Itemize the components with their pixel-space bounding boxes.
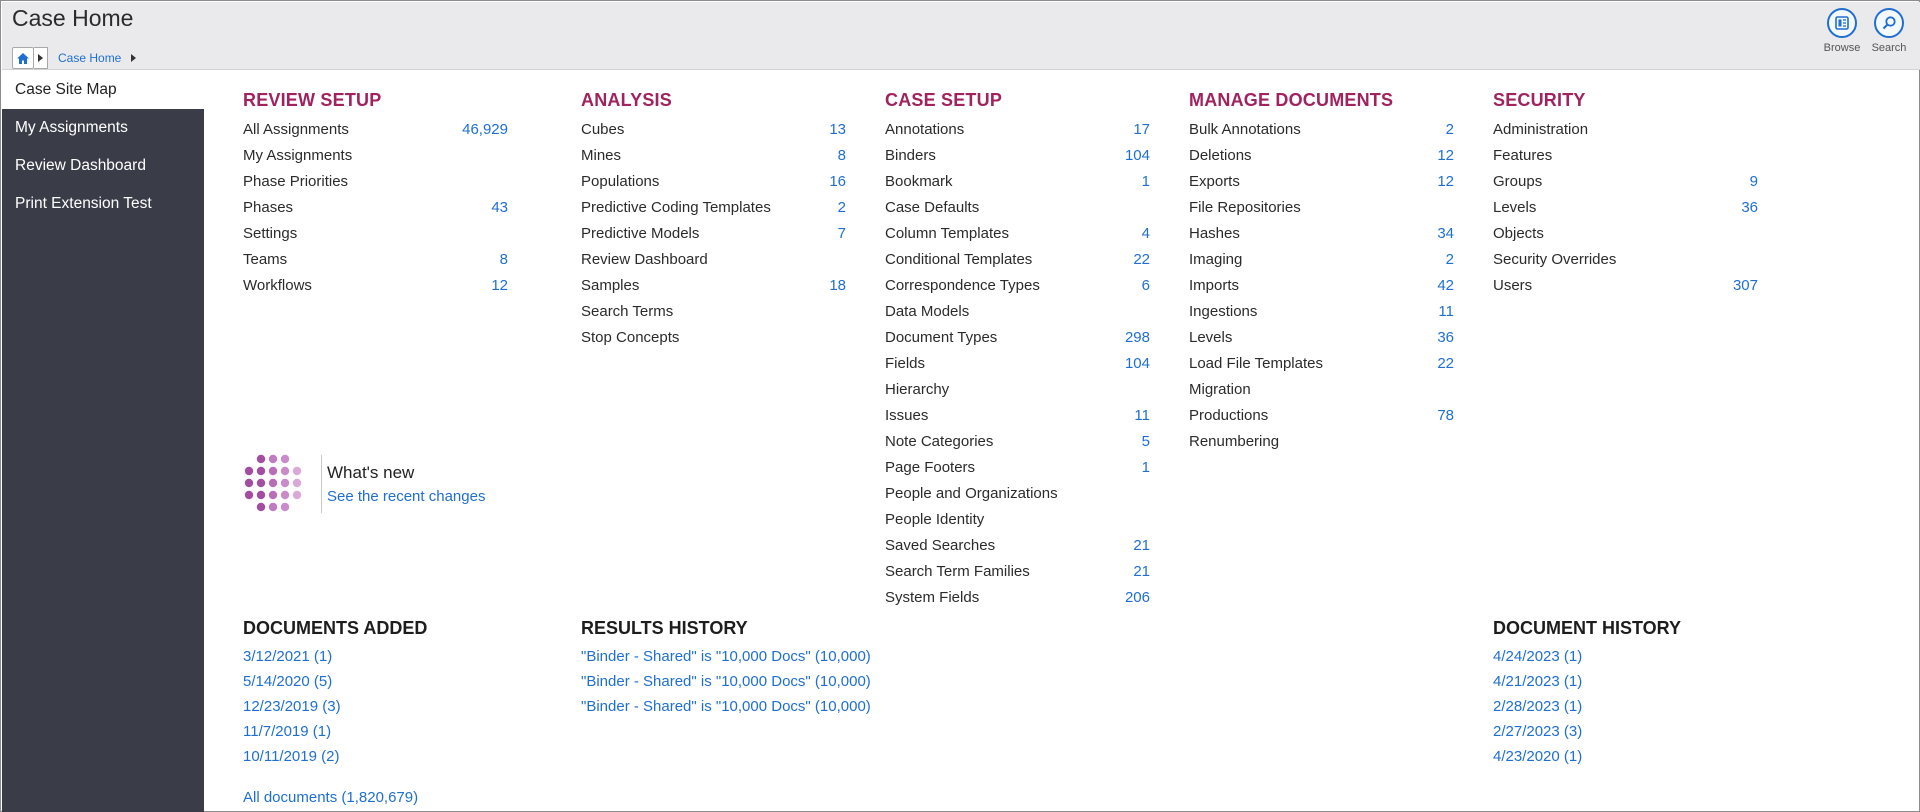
list-item-label[interactable]: Administration xyxy=(1493,120,1589,138)
list-item[interactable] xyxy=(1493,246,1758,272)
list-item-label[interactable]: Data Models xyxy=(885,302,970,320)
document-history-link[interactable]: 2/27/2023 (3) xyxy=(1493,723,1583,740)
list-item-label[interactable]: System Fields xyxy=(885,588,980,606)
list-item-label[interactable]: Page Footers xyxy=(885,458,976,476)
list-item[interactable] xyxy=(581,168,846,194)
breadcrumb-case-home-link[interactable]: Case Home xyxy=(58,51,122,65)
list-item[interactable] xyxy=(243,272,508,298)
list-item[interactable] xyxy=(885,272,1150,298)
list-item-label[interactable]: Saved Searches xyxy=(885,536,996,554)
list-item-label[interactable]: Predictive Coding Templates xyxy=(581,198,771,216)
home-icon[interactable] xyxy=(12,47,34,69)
list-item-label[interactable]: My Assignments xyxy=(243,146,353,164)
breadcrumb-chevron-right-icon[interactable] xyxy=(131,54,136,62)
list-item[interactable] xyxy=(1493,194,1758,220)
list-item-label[interactable]: Annotations xyxy=(885,120,965,138)
list-item-count: 307 xyxy=(1732,276,1758,294)
list-item-label[interactable]: Users xyxy=(1493,276,1533,294)
list-item-label[interactable]: Stop Concepts xyxy=(581,328,680,346)
list-item[interactable] xyxy=(885,298,1150,324)
document-history-link[interactable]: 4/24/2023 (1) xyxy=(1493,648,1583,665)
list-item[interactable] xyxy=(1493,116,1758,142)
list-item[interactable] xyxy=(885,428,1150,454)
list-item-count: 22 xyxy=(1133,250,1150,268)
list-item[interactable] xyxy=(885,532,1150,558)
review-setup-section xyxy=(243,90,508,298)
list-item[interactable] xyxy=(885,246,1150,272)
list-item-label[interactable]: Levels xyxy=(1493,198,1537,216)
results-history-link[interactable]: "Binder - Shared" is "10,000 Docs" (10,000) xyxy=(581,698,871,715)
list-item-label[interactable]: Migration xyxy=(1189,380,1251,398)
list-item-label[interactable]: Column Templates xyxy=(885,224,1009,242)
list-item[interactable] xyxy=(1189,350,1454,376)
list-item-label[interactable]: Bookmark xyxy=(885,172,953,190)
list-item-count: 7 xyxy=(837,224,846,242)
whats-new-logo-icon xyxy=(243,451,315,523)
list-item-count: 2 xyxy=(1445,120,1454,138)
breadcrumb-chevron-icon[interactable] xyxy=(34,47,48,69)
search-button[interactable] xyxy=(1864,8,1914,54)
list-item-label[interactable]: Features xyxy=(1493,146,1553,164)
list-item-count: 298 xyxy=(1124,328,1150,346)
list-item[interactable] xyxy=(885,402,1150,428)
list-item-label[interactable]: People and Organizations xyxy=(885,484,1058,502)
list-item-count: 21 xyxy=(1133,536,1150,554)
document-history-section xyxy=(1493,618,1793,769)
list-item[interactable] xyxy=(1189,168,1454,194)
list-item[interactable] xyxy=(885,220,1150,246)
list-item-count: 21 xyxy=(1133,562,1150,580)
section-title: CASE SETUP xyxy=(885,90,1003,110)
list-item-count: 18 xyxy=(829,276,846,294)
sidebar-item-review-dashboard[interactable]: Review Dashboard xyxy=(15,157,146,174)
list-item[interactable] xyxy=(885,584,1150,610)
list-item[interactable] xyxy=(1189,116,1454,142)
list-item-label[interactable]: Workflows xyxy=(243,276,312,294)
list-item-count: 2 xyxy=(837,198,846,216)
list-item-count: 17 xyxy=(1133,120,1150,138)
list-item-label[interactable]: Case Defaults xyxy=(885,198,980,216)
list-item-label[interactable]: Phase Priorities xyxy=(243,172,349,190)
list-item-label[interactable]: Imaging xyxy=(1189,250,1243,268)
list-item-count: 104 xyxy=(1124,146,1150,164)
list-item-label[interactable]: Bulk Annotations xyxy=(1189,120,1301,138)
list-item-count: 5 xyxy=(1141,432,1150,450)
list-item-count: 206 xyxy=(1124,588,1150,606)
list-item-count: 16 xyxy=(829,172,846,190)
list-item-label[interactable]: Samples xyxy=(581,276,640,294)
list-item-count: 2 xyxy=(1445,250,1454,268)
list-item-label[interactable]: Imports xyxy=(1189,276,1240,294)
list-item-label[interactable]: Hierarchy xyxy=(885,380,950,398)
documents-added-link[interactable]: 11/7/2019 (1) xyxy=(243,723,332,740)
list-item-label[interactable]: Fields xyxy=(885,354,926,372)
divider xyxy=(321,455,322,513)
sidebar-item-print-extension-test[interactable]: Print Extension Test xyxy=(15,195,152,212)
results-history-link[interactable]: "Binder - Shared" is "10,000 Docs" (10,000) xyxy=(581,648,871,665)
list-item-label[interactable]: File Repositories xyxy=(1189,198,1301,216)
list-item-count: 13 xyxy=(829,120,846,138)
list-item-label[interactable]: Deletions xyxy=(1189,146,1252,164)
list-item-label[interactable]: Binders xyxy=(885,146,936,164)
list-item[interactable] xyxy=(581,324,846,350)
list-item[interactable] xyxy=(1189,402,1454,428)
list-item-label[interactable]: Exports xyxy=(1189,172,1240,190)
list-item-label[interactable]: Settings xyxy=(243,224,298,242)
documents-added-section xyxy=(243,618,543,810)
list-item-count: 11 xyxy=(1134,406,1150,424)
whats-new-panel xyxy=(243,451,485,523)
section-title: REVIEW SETUP xyxy=(243,90,382,110)
list-item[interactable] xyxy=(243,220,508,246)
list-item[interactable] xyxy=(885,324,1150,350)
top-header xyxy=(2,2,1920,70)
list-item[interactable] xyxy=(1189,220,1454,246)
section-title: DOCUMENTS ADDED xyxy=(243,618,428,638)
list-item-label[interactable]: Security Overrides xyxy=(1493,250,1617,268)
section-title: DOCUMENT HISTORY xyxy=(1493,618,1682,638)
list-item-count: 12 xyxy=(1437,172,1454,190)
list-item-count: 12 xyxy=(491,276,508,294)
list-item-count: 9 xyxy=(1749,172,1758,190)
documents-added-link[interactable]: 10/11/2019 (2) xyxy=(243,748,340,765)
list-item-count: 104 xyxy=(1124,354,1150,372)
list-item[interactable] xyxy=(581,142,846,168)
section-title: RESULTS HISTORY xyxy=(581,618,748,638)
list-item[interactable] xyxy=(243,194,508,220)
list-item-count: 1 xyxy=(1141,458,1150,476)
list-item-count: 78 xyxy=(1437,406,1454,424)
list-item-label[interactable]: Productions xyxy=(1189,406,1269,424)
list-item[interactable] xyxy=(885,142,1150,168)
browse-button[interactable] xyxy=(1817,8,1867,54)
list-item[interactable] xyxy=(885,116,1150,142)
section-title: SECURITY xyxy=(1493,90,1586,110)
list-item-count: 36 xyxy=(1741,198,1758,216)
list-item-label[interactable]: Document Types xyxy=(885,328,998,346)
list-item[interactable] xyxy=(885,168,1150,194)
list-item[interactable] xyxy=(1493,272,1758,298)
list-item[interactable] xyxy=(1189,272,1454,298)
section-title: ANALYSIS xyxy=(581,90,672,110)
list-item[interactable] xyxy=(1189,298,1454,324)
list-item-label[interactable]: Phases xyxy=(243,198,294,216)
list-item-label[interactable]: Ingestions xyxy=(1189,302,1258,320)
documents-added-link[interactable]: 12/23/2019 (3) xyxy=(243,698,341,715)
list-item[interactable] xyxy=(1493,220,1758,246)
list-item[interactable] xyxy=(885,376,1150,402)
list-item[interactable] xyxy=(885,506,1150,532)
documents-added-link[interactable]: 3/12/2021 (1) xyxy=(243,648,333,665)
list-item-label[interactable]: Search Term Families xyxy=(885,562,1030,580)
list-item-label[interactable]: Teams xyxy=(243,250,288,268)
document-history-link[interactable]: 4/21/2023 (1) xyxy=(1493,673,1583,690)
documents-added-link[interactable]: 5/14/2020 (5) xyxy=(243,673,333,690)
case-setup-section xyxy=(885,90,1150,610)
list-item-label[interactable]: All Assignments xyxy=(243,120,349,138)
security-section xyxy=(1493,90,1758,298)
document-history-link[interactable]: 4/23/2020 (1) xyxy=(1493,748,1583,765)
list-item[interactable] xyxy=(1189,376,1454,402)
list-item-count: 43 xyxy=(491,198,508,216)
browse-icon xyxy=(1827,8,1857,38)
list-item-label[interactable]: Issues xyxy=(885,406,929,424)
search-label: Search xyxy=(1871,42,1907,54)
list-item[interactable] xyxy=(581,194,846,220)
list-item[interactable] xyxy=(581,298,846,324)
list-item[interactable] xyxy=(1189,246,1454,272)
list-item-label[interactable]: Objects xyxy=(1493,224,1544,242)
whats-new-title: What's new xyxy=(327,463,415,482)
list-item-label[interactable]: Note Categories xyxy=(885,432,994,450)
list-item[interactable] xyxy=(1493,168,1758,194)
list-item[interactable] xyxy=(243,116,508,142)
browse-label: Browse xyxy=(1823,42,1861,54)
list-item[interactable] xyxy=(243,142,508,168)
list-item-label[interactable]: Groups xyxy=(1493,172,1543,190)
list-item[interactable] xyxy=(581,246,846,272)
list-item-label[interactable]: Hashes xyxy=(1189,224,1240,242)
list-item-label[interactable]: Correspondence Types xyxy=(885,276,1040,294)
list-item-label[interactable]: Conditional Templates xyxy=(885,250,1033,268)
list-item-count: 11 xyxy=(1438,302,1454,320)
list-item-count: 8 xyxy=(499,250,508,268)
sidebar-item-my-assignments[interactable]: My Assignments xyxy=(15,119,128,136)
sidebar-item-case-site-map[interactable]: Case Site Map xyxy=(2,71,204,109)
list-item[interactable] xyxy=(1189,428,1454,454)
list-item-count: 6 xyxy=(1141,276,1150,294)
list-item-label[interactable]: Review Dashboard xyxy=(581,250,708,268)
results-history-link[interactable]: "Binder - Shared" is "10,000 Docs" (10,000) xyxy=(581,673,871,690)
results-history-section xyxy=(581,618,981,719)
list-item[interactable] xyxy=(243,168,508,194)
all-documents-link[interactable]: All documents (1,820,679) xyxy=(243,789,419,806)
list-item-label[interactable]: Search Terms xyxy=(581,302,674,320)
list-item[interactable] xyxy=(243,246,508,272)
list-item[interactable] xyxy=(885,558,1150,584)
list-item-label[interactable]: Load File Templates xyxy=(1189,354,1323,372)
list-item-label[interactable]: Mines xyxy=(581,146,622,164)
document-history-link[interactable]: 2/28/2023 (1) xyxy=(1493,698,1583,715)
page-title: Case Home xyxy=(12,5,134,31)
list-item-count: 34 xyxy=(1437,224,1454,242)
list-item[interactable] xyxy=(885,454,1150,480)
list-item-count: 8 xyxy=(837,146,846,164)
list-item[interactable] xyxy=(885,194,1150,220)
list-item-label[interactable]: Populations xyxy=(581,172,660,190)
list-item-count: 36 xyxy=(1437,328,1454,346)
list-item-label[interactable]: Levels xyxy=(1189,328,1233,346)
sidebar xyxy=(2,71,204,812)
list-item[interactable] xyxy=(581,220,846,246)
search-icon xyxy=(1874,8,1904,38)
list-item-count: 4 xyxy=(1141,224,1150,242)
list-item-label[interactable]: Predictive Models xyxy=(581,224,700,242)
list-item[interactable] xyxy=(1493,142,1758,168)
list-item[interactable] xyxy=(885,480,1150,506)
analysis-section xyxy=(581,90,846,350)
breadcrumb xyxy=(12,47,136,69)
list-item[interactable] xyxy=(581,272,846,298)
list-item[interactable] xyxy=(581,116,846,142)
list-item[interactable] xyxy=(885,350,1150,376)
section-title: MANAGE DOCUMENTS xyxy=(1189,90,1394,110)
list-item-count: 22 xyxy=(1437,354,1454,372)
list-item-count: 46,929 xyxy=(462,120,508,138)
list-item-label[interactable]: People Identity xyxy=(885,510,985,528)
list-item-count: 12 xyxy=(1437,146,1454,164)
list-item-label[interactable]: Renumbering xyxy=(1189,432,1280,450)
list-item[interactable] xyxy=(1189,324,1454,350)
list-item-count: 1 xyxy=(1141,172,1150,190)
list-item-label[interactable]: Cubes xyxy=(581,120,625,138)
manage-documents-section xyxy=(1189,90,1454,454)
list-item[interactable] xyxy=(1189,194,1454,220)
list-item[interactable] xyxy=(1189,142,1454,168)
recent-changes-link[interactable]: See the recent changes xyxy=(327,488,486,505)
list-item-count: 42 xyxy=(1437,276,1454,294)
